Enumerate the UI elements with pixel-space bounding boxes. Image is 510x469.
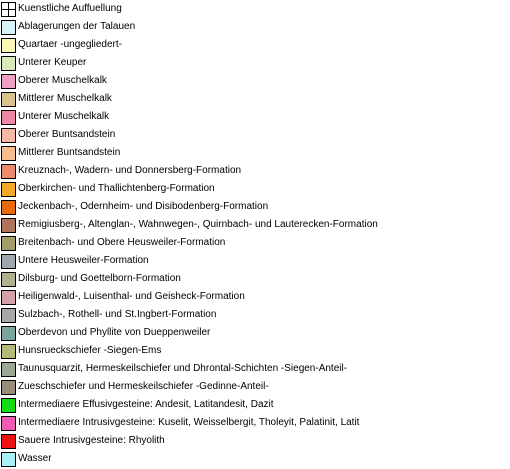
legend-item — [0, 235, 510, 253]
legend-swatch — [1, 272, 16, 287]
legend-swatch — [1, 434, 16, 449]
legend-label: Oberer Muschelkalk — [18, 75, 107, 86]
legend-item — [0, 379, 510, 397]
legend-swatch — [1, 326, 16, 341]
legend-item — [0, 163, 510, 181]
legend-swatch — [1, 308, 16, 323]
legend-swatch — [1, 92, 16, 107]
legend-item — [0, 433, 510, 451]
legend-item — [0, 181, 510, 199]
legend-swatch-grid — [1, 2, 16, 17]
legend-label: Zueschschiefer und Hermeskeilschiefer -Gedinne-Anteil- — [18, 381, 269, 392]
legend-label: Oberdevon und Phyllite von Dueppenweiler — [18, 327, 211, 338]
legend-label: Unterer Muschelkalk — [18, 111, 110, 122]
legend-label: Taunusquarzit, Hermeskeilschiefer und Dhrontal-Schichten -Siegen-Anteil- — [18, 363, 348, 374]
legend-item — [0, 397, 510, 415]
legend-item — [0, 253, 510, 271]
legend-swatch — [1, 362, 16, 377]
legend-label: Sulzbach-, Rothell- und St.Ingbert-Formation — [18, 309, 217, 320]
legend-label: Hunsrueckschiefer -Siegen-Ems — [18, 345, 162, 356]
legend-item — [0, 73, 510, 91]
legend-item — [0, 361, 510, 379]
legend-item — [0, 19, 510, 37]
legend-swatch — [1, 200, 16, 215]
legend-item — [0, 199, 510, 217]
legend-swatch — [1, 416, 16, 431]
legend-item — [0, 37, 510, 55]
legend-label: Mittlerer Muschelkalk — [18, 93, 112, 104]
legend-label: Dilsburg- und Goettelborn-Formation — [18, 273, 181, 284]
legend-item — [0, 55, 510, 73]
legend-swatch — [1, 344, 16, 359]
legend-label: Intermediaere Effusivgesteine: Andesit, Latitandesit, Dazit — [18, 399, 274, 410]
grid-icon — [2, 3, 15, 16]
legend-swatch — [1, 20, 16, 35]
legend-swatch — [1, 452, 16, 467]
legend-label: Ablagerungen der Talauen — [18, 21, 136, 32]
legend-label: Sauere Intrusivgesteine: Rhyolith — [18, 435, 165, 446]
legend-swatch — [1, 398, 16, 413]
legend-label: Unterer Keuper — [18, 57, 87, 68]
legend-item — [0, 91, 510, 109]
legend-swatch — [1, 146, 16, 161]
legend-label: Oberkirchen- und Thallichtenberg-Formation — [18, 183, 215, 194]
legend-swatch — [1, 110, 16, 125]
legend-item — [0, 289, 510, 307]
legend-swatch — [1, 74, 16, 89]
legend-label: Heiligenwald-, Luisenthal- und Geisheck-Formation — [18, 291, 245, 302]
legend-item — [0, 307, 510, 325]
legend-swatch — [1, 236, 16, 251]
legend-label: Remigiusberg-, Altenglan-, Wahnwegen-, Quirnbach- und Lauterecken-Formation — [18, 219, 378, 230]
legend-label: Quartaer -ungegliedert- — [18, 39, 122, 50]
legend-item — [0, 325, 510, 343]
legend-item — [0, 109, 510, 127]
legend-label: Kuenstliche Auffuellung — [18, 3, 122, 14]
legend-swatch — [1, 56, 16, 71]
legend-label: Breitenbach- und Obere Heusweiler-Formation — [18, 237, 226, 248]
legend-swatch — [1, 218, 16, 233]
legend-item — [0, 145, 510, 163]
legend-item — [0, 451, 510, 469]
legend-swatch — [1, 380, 16, 395]
legend-swatch — [1, 290, 16, 305]
legend-label: Intermediaere Intrusivgesteine: Kuselit, Weisselbergit, Tholeyit, Palatinit, Latit — [18, 417, 360, 428]
legend-label: Kreuznach-, Wadern- und Donnersberg-Formation — [18, 165, 242, 176]
legend-swatch — [1, 182, 16, 197]
legend-item — [0, 127, 510, 145]
legend-label: Oberer Buntsandstein — [18, 129, 116, 140]
legend-item — [0, 217, 510, 235]
legend-item — [0, 415, 510, 433]
legend-swatch — [1, 128, 16, 143]
legend-label: Mittlerer Buntsandstein — [18, 147, 121, 158]
legend-swatch — [1, 38, 16, 53]
legend-label: Wasser — [18, 453, 52, 464]
legend-item — [0, 343, 510, 361]
legend-item — [0, 1, 510, 19]
legend-swatch — [1, 164, 16, 179]
legend-label: Untere Heusweiler-Formation — [18, 255, 149, 266]
legend-swatch — [1, 254, 16, 269]
legend-label: Jeckenbach-, Odernheim- und Disibodenberg-Formation — [18, 201, 269, 212]
legend-item — [0, 271, 510, 289]
